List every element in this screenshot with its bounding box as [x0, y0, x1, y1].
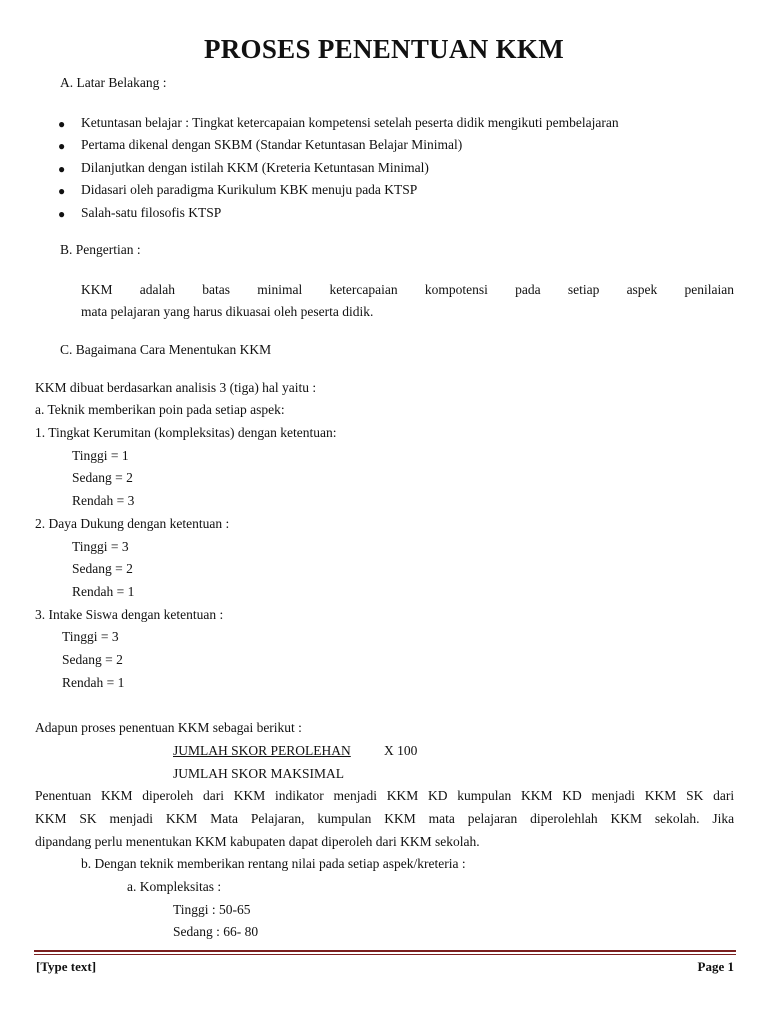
- formula-multiplier: X 100: [384, 743, 418, 758]
- definition-line-2: mata pelajaran yang harus dikuasai oleh peserta didik.: [81, 304, 374, 319]
- footer-rule: [34, 950, 736, 952]
- formula-numerator: JUMLAH SKOR PEROLEHAN: [173, 743, 351, 758]
- explanation-line-3: dipandang perlu menentukan KKM kabupaten dapat diperoleh dari KKM sekolah.: [35, 834, 480, 849]
- page-title: PROSES PENENTUAN KKM: [203, 34, 565, 64]
- bullet-item: Pertama dikenal dengan SKBM (Standar Ketuntasan Belajar Minimal): [81, 137, 463, 152]
- process-intro: Adapun proses penentuan KKM sebagai berikut :: [35, 720, 302, 735]
- analysis-intro: KKM dibuat berdasarkan analisis 3 (tiga) hal yaitu :: [35, 380, 317, 395]
- technique-a-heading: a. Teknik memberikan poin pada setiap aspek:: [35, 402, 285, 417]
- bullet-item: Dilanjutkan dengan istilah KKM (Kreteria Ketuntasan Minimal): [81, 160, 429, 175]
- section-a-heading: A. Latar Belakang :: [60, 75, 167, 90]
- bullet-item: Didasari oleh paradigma Kurikulum KBK menuju pada KTSP: [81, 182, 418, 197]
- criteria-2-value: Tinggi = 3: [72, 539, 129, 554]
- complexity-range: Tinggi : 50-65: [173, 902, 251, 917]
- criteria-3-value: Rendah = 1: [62, 675, 125, 690]
- criteria-1-value: Rendah = 3: [72, 493, 135, 508]
- criteria-2-value: Sedang = 2: [72, 561, 133, 576]
- technique-b-heading: b. Dengan teknik memberikan rentang nilai pada setiap aspek/kreteria :: [81, 856, 466, 871]
- explanation-line-1: Penentuan KKM diperoleh dari KKM indikator menjadi KKM KD kumpulan KKM KD menjadi KKM SK dari: [35, 788, 735, 803]
- criteria-3-value: Sedang = 2: [62, 652, 123, 667]
- bullet-dot: ●: [58, 207, 66, 221]
- bullet-dot: ●: [58, 184, 66, 198]
- bullet-item: Ketuntasan belajar : Tingkat ketercapaian kompetensi setelah peserta didik mengikuti pembelajaran: [81, 115, 619, 130]
- bullet-dot: ●: [58, 139, 66, 153]
- section-b-heading: B. Pengertian :: [60, 242, 141, 257]
- criteria-1-value: Tinggi = 1: [72, 448, 129, 463]
- complexity-heading: a. Kompleksitas :: [127, 879, 222, 894]
- page-number: Page 1: [697, 959, 734, 974]
- explanation-line-2: KKM SK menjadi KKM Mata Pelajaran, kumpulan KKM mata pelajaran diperolehlah KKM sekolah. Jika: [35, 811, 735, 826]
- criteria-3-heading: 3. Intake Siswa dengan ketentuan :: [35, 607, 224, 622]
- section-c-heading: C. Bagaimana Cara Menentukan KKM: [60, 342, 272, 357]
- footer-rule: [34, 954, 736, 955]
- formula-denominator: JUMLAH SKOR MAKSIMAL: [173, 766, 345, 781]
- criteria-3-value: Tinggi = 3: [62, 629, 119, 644]
- bullet-dot: ●: [58, 162, 66, 176]
- definition-line-1: KKM adalah batas minimal ketercapaian kompotensi pada setiap aspek penilaian: [81, 282, 735, 297]
- footer-placeholder-text: [Type text]: [36, 959, 97, 974]
- criteria-1-heading: 1. Tingkat Kerumitan (kompleksitas) dengan ketentuan:: [35, 425, 337, 440]
- criteria-1-value: Sedang = 2: [72, 470, 133, 485]
- complexity-range: Sedang : 66- 80: [173, 924, 259, 939]
- criteria-2-value: Rendah = 1: [72, 584, 135, 599]
- bullet-item: Salah-satu filosofis KTSP: [81, 205, 222, 220]
- criteria-2-heading: 2. Daya Dukung dengan ketentuan :: [35, 516, 230, 531]
- bullet-dot: ●: [58, 117, 66, 131]
